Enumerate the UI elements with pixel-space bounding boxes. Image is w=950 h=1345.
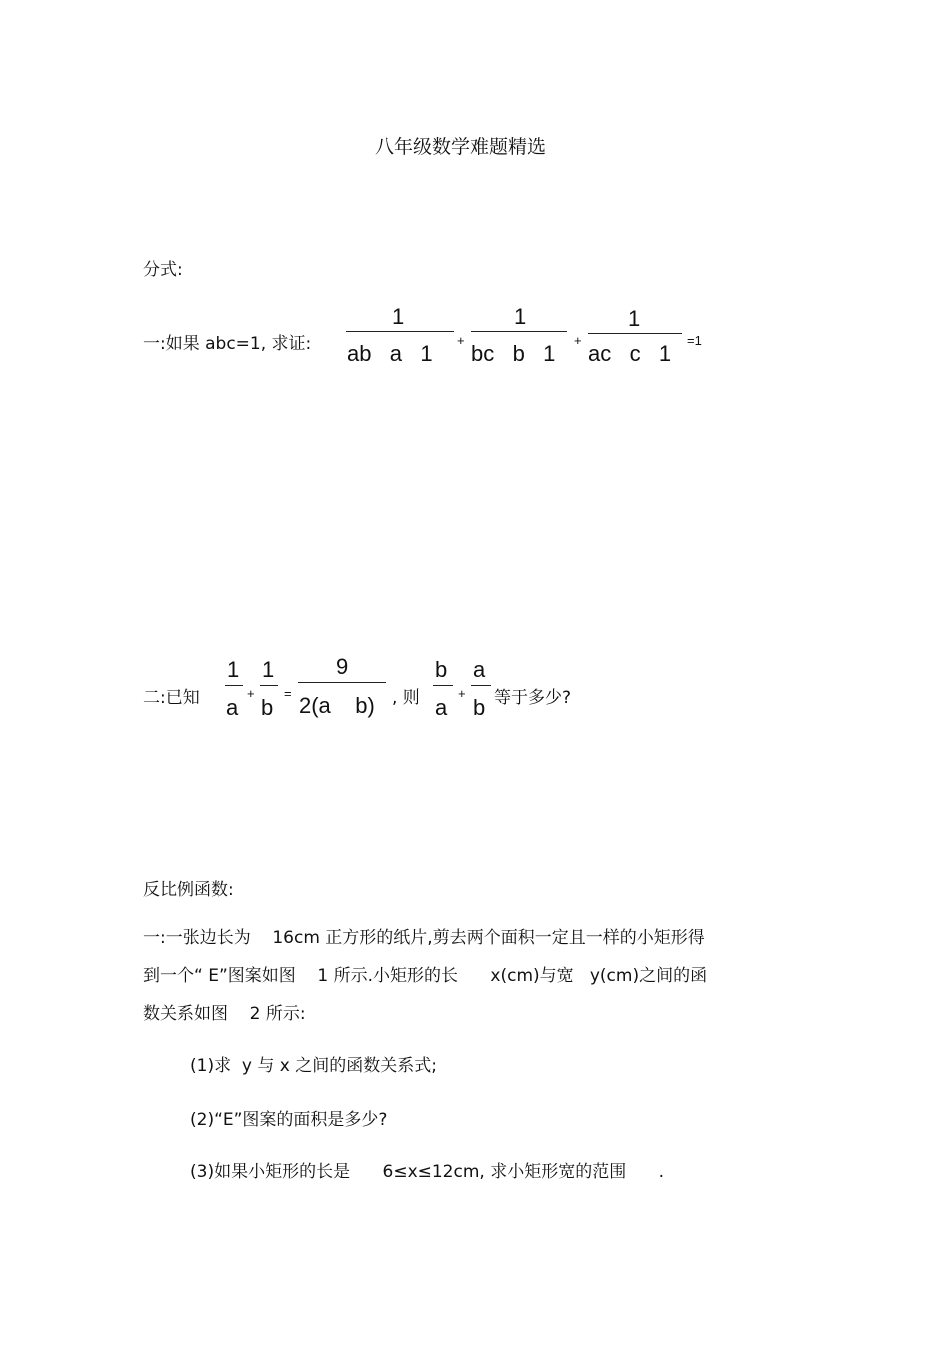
sub-question-3: (3)如果小矩形的长是 6≤x≤12cm, 求小矩形宽的范围 . xyxy=(190,1162,665,1182)
question-2-then: , 则 xyxy=(392,688,420,708)
equals-sign: = xyxy=(284,686,292,701)
sub-question-2: (2)“E”图案的面积是多少? xyxy=(190,1110,388,1130)
fraction-a-over-b-bar xyxy=(471,685,491,686)
fraction-2-numerator: 1 xyxy=(514,304,527,329)
fraction-1-over-a-denominator: a xyxy=(226,695,239,720)
fraction-9-denominator: 2(a b) xyxy=(299,693,375,718)
fraction-3-denominator: ac c 1 xyxy=(588,341,672,366)
question-2-prefix: 二:已知 xyxy=(143,688,200,708)
fraction-2-bar xyxy=(471,331,567,332)
fraction-1-over-a-bar xyxy=(225,685,243,686)
plus-sign-3: + xyxy=(247,686,255,701)
fraction-1-bar xyxy=(346,331,454,332)
fraction-9-bar xyxy=(298,682,386,683)
fraction-2-denominator: bc b 1 xyxy=(471,341,556,366)
question-1-prefix: 一:如果 abc=1, 求证: xyxy=(143,334,312,354)
fraction-1-denominator: ab a 1 xyxy=(347,341,433,366)
problem-line-2: 到一个“ E”图案如图 1 所示.小矩形的长 x(cm)与宽 y(cm)之间的函 xyxy=(143,966,708,986)
fraction-9-numerator: 9 xyxy=(336,654,349,679)
problem-line-3: 数关系如图 2 所示: xyxy=(143,1004,306,1024)
plus-sign-2: + xyxy=(574,333,582,348)
question-2-suffix: 等于多少? xyxy=(494,688,572,708)
fraction-1-over-b-denominator: b xyxy=(261,695,274,720)
sub-question-1: (1)求 y 与 x 之间的函数关系式; xyxy=(190,1056,437,1076)
fraction-1-numerator: 1 xyxy=(392,304,405,329)
fraction-a-over-b-numerator: a xyxy=(473,657,486,682)
fraction-3-bar xyxy=(588,333,682,334)
fraction-3-numerator: 1 xyxy=(628,306,641,331)
fraction-b-over-a-bar xyxy=(433,685,453,686)
page-title: 八年级数学难题精选 xyxy=(375,136,547,158)
equals-one: =1 xyxy=(687,333,702,348)
section-heading-inverse: 反比例函数: xyxy=(143,880,234,900)
plus-sign-1: + xyxy=(457,333,465,348)
fraction-b-over-a-numerator: b xyxy=(435,657,448,682)
section-heading-fraction: 分式: xyxy=(143,260,183,280)
problem-line-1: 一:一张边长为 16cm 正方形的纸片,剪去两个面积一定且一样的小矩形得 xyxy=(143,928,705,948)
fraction-1-over-b-bar xyxy=(260,685,278,686)
fraction-1-over-a-numerator: 1 xyxy=(227,657,240,682)
fraction-b-over-a-denominator: a xyxy=(435,695,448,720)
plus-sign-4: + xyxy=(458,686,466,701)
fraction-1-over-b-numerator: 1 xyxy=(262,657,275,682)
fraction-a-over-b-denominator: b xyxy=(473,695,486,720)
